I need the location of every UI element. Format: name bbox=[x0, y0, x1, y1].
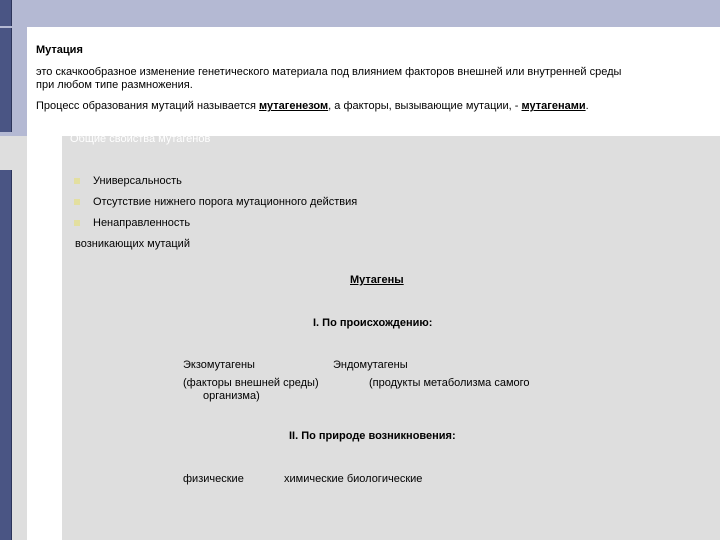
bullet-marker bbox=[74, 178, 80, 184]
process-suffix: . bbox=[585, 100, 589, 112]
bullet-marker bbox=[74, 220, 80, 226]
definition-term: Мутация bbox=[36, 44, 83, 56]
endo-description-line-2: организма) bbox=[203, 390, 260, 402]
nature-heading: II. По природе возникновения: bbox=[289, 430, 456, 442]
exo-label: Экзомутагены bbox=[183, 359, 255, 371]
process-middle: , а факторы, вызывающие мутации, - bbox=[328, 100, 522, 112]
left-edge-bar-lower bbox=[0, 170, 12, 540]
endo-label: Эндомутагены bbox=[333, 359, 408, 371]
property-continuation: возникающих мутаций bbox=[75, 238, 190, 250]
endo-description-line-1: (продукты метаболизма самого bbox=[369, 377, 530, 389]
mutagens-title: Мутагены bbox=[350, 274, 404, 286]
definition-line-1: это скачкообразное изменение генетического материала под влиянием факторов внешней или внутренней среды bbox=[36, 66, 622, 78]
properties-heading: Общие свойства мутагенов bbox=[70, 133, 211, 145]
property-item-2: Отсутствие нижнего порога мутационного действия bbox=[93, 196, 358, 208]
bullet-marker bbox=[74, 199, 80, 205]
left-edge-bar-upper bbox=[0, 28, 12, 132]
exo-description: (факторы внешней среды) bbox=[183, 377, 319, 389]
process-prefix: Процесс образования мутаций называется bbox=[36, 100, 260, 112]
process-sentence bbox=[36, 100, 589, 113]
chemical-biological-label: химические биологические bbox=[284, 473, 423, 485]
property-item-1: Универсальность bbox=[93, 175, 182, 187]
origin-heading: I. По происхождению: bbox=[313, 317, 433, 329]
physical-label: физические bbox=[183, 473, 244, 485]
process-term-mutagenesis: мутагенезом bbox=[259, 100, 329, 112]
left-edge-bar-top bbox=[0, 0, 12, 26]
process-term-mutagens: мутагенами bbox=[521, 100, 586, 112]
property-item-3: Ненаправленность bbox=[93, 217, 191, 229]
definition-line-2: при любом типе размножения. bbox=[36, 79, 193, 91]
